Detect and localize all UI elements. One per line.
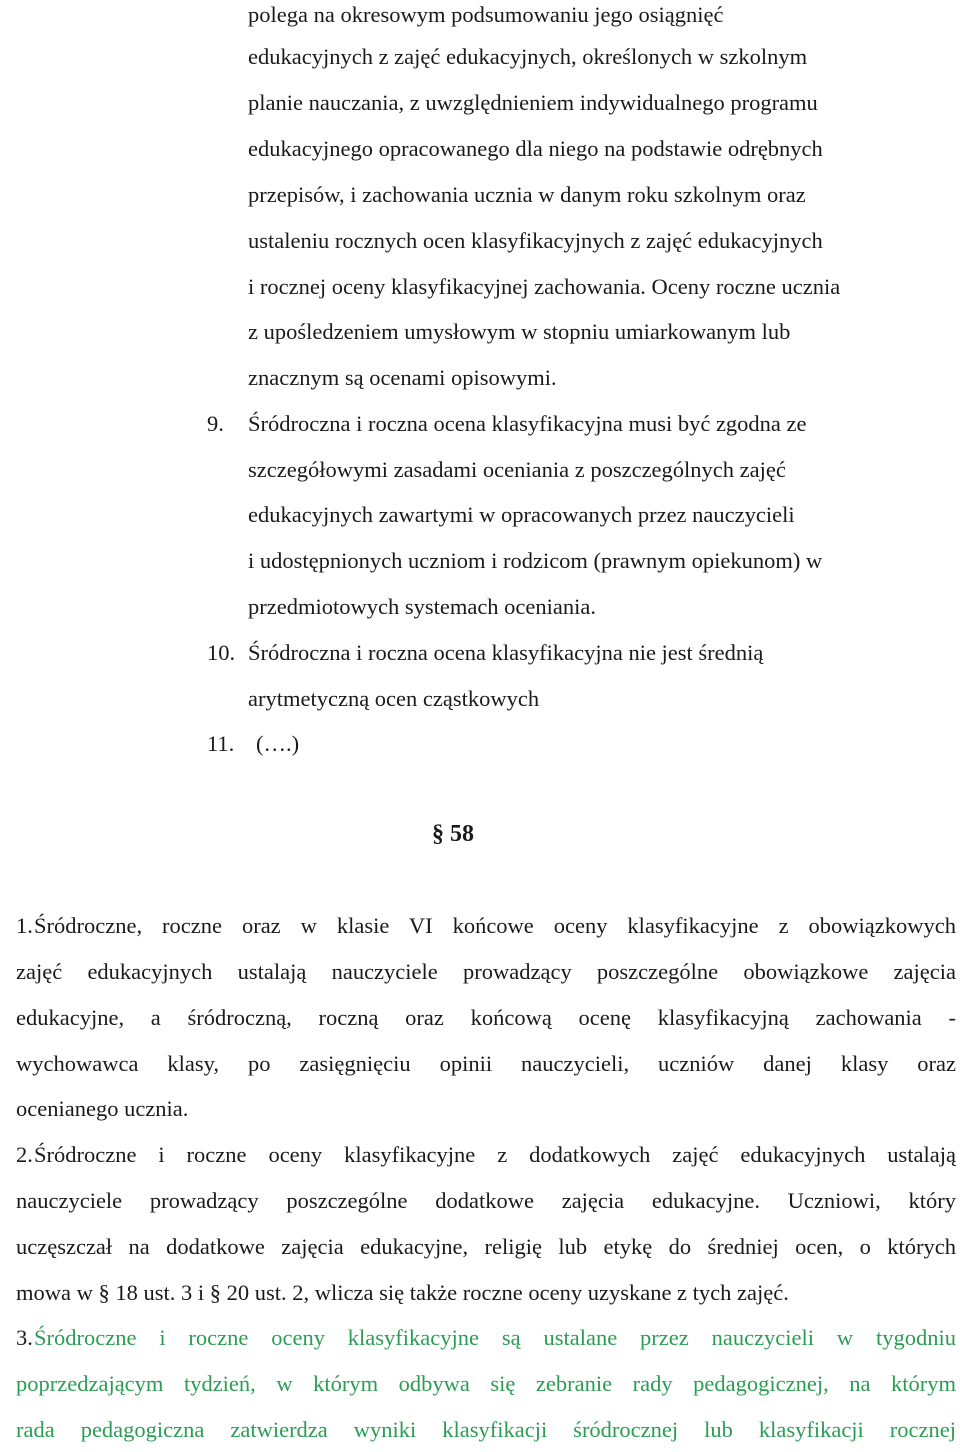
text-line: i rocznej oceny klasyfikacyjnej zachowania. Oceny roczne ucznia — [248, 274, 841, 299]
text-line: nauczyciele prowadzący poszczególne dodatkowe zajęcia edukacyjne. Uczniowi, który — [16, 1188, 956, 1213]
text-line: Śródroczne i roczne oceny klasyfikacyjne z dodatkowych zajęć edukacyjnych ustalają — [34, 1142, 956, 1167]
text-line: z upośledzeniem umysłowym w stopniu umiarkowanym lub — [248, 319, 791, 344]
text-line: przedmiotowych systemach oceniania. — [248, 594, 597, 619]
text-line: edukacyjne, a śródroczną, roczną oraz końcową ocenę klasyfikacyjną zachowania - — [16, 1005, 956, 1030]
text-line: Śródroczne i roczne oceny klasyfikacyjne są ustalane przez nauczycieli w tygodniu — [34, 1325, 956, 1350]
list-number: 9. — [207, 411, 224, 436]
paragraph-number: 2. — [16, 1142, 33, 1167]
list-number: 10. — [207, 640, 236, 665]
text-line: zajęć edukacyjnych ustalają nauczyciele prowadzący poszczególne obowiązkowe zajęcia — [16, 959, 956, 984]
text-line: edukacyjnych zawartymi w opracowanych przez nauczycieli — [248, 502, 795, 527]
text-line: i udostępnionych uczniom i rodzicom (prawnym opiekunom) w — [248, 548, 823, 573]
text-line: uczęszczał na dodatkowe zajęcia edukacyjne, religię lub etykę do średniej ocen, o których — [16, 1234, 956, 1259]
text-line: arytmetyczną ocen cząstkowych — [248, 686, 540, 711]
text-line: ustaleniu rocznych ocen klasyfikacyjnych z zajęć edukacyjnych — [248, 228, 823, 253]
text-line: planie nauczania, z uwzględnieniem indywidualnego programu — [248, 90, 818, 115]
text-line: rada pedagogiczna zatwierdza wyniki klasyfikacji śródrocznej lub klasyfikacji rocznej — [16, 1417, 956, 1442]
text-line: polega na okresowym podsumowaniu jego osiągnięć — [248, 2, 724, 27]
text-line: (….) — [256, 731, 300, 756]
text-line: edukacyjnego opracowanego dla niego na podstawie odrębnych — [248, 136, 823, 161]
text-line: edukacyjnych z zajęć edukacyjnych, określonych w szkolnym — [248, 44, 808, 69]
text-line: przepisów, i zachowania ucznia w danym roku szkolnym oraz — [248, 182, 806, 207]
section-heading: § 58 — [432, 821, 474, 847]
text-line: szczegółowymi zasadami oceniania z poszczególnych zajęć — [248, 457, 786, 482]
paragraph-number: 3. — [16, 1325, 33, 1350]
text-line: Śródroczne, roczne oraz w klasie VI końcowe oceny klasyfikacyjne z obowiązkowych — [34, 913, 956, 938]
text-line: poprzedzającym tydzień, w którym odbywa się zebranie rady pedagogicznej, na którym — [16, 1371, 956, 1396]
text-line: wychowawca klasy, po zasięgnięciu opinii nauczycieli, uczniów danej klasy oraz — [16, 1051, 956, 1076]
list-number: 11. — [207, 731, 235, 756]
text-line: Śródroczna i roczna ocena klasyfikacyjna nie jest średnią — [248, 640, 764, 665]
text-line: ocenianego ucznia. — [16, 1096, 189, 1121]
text-line: znacznym są ocenami opisowymi. — [248, 365, 557, 390]
text-line: mowa w § 18 ust. 3 i § 20 ust. 2, wlicza się także roczne oceny uzyskane z tych zajęć. — [16, 1280, 789, 1305]
text-line: Śródroczna i roczna ocena klasyfikacyjna musi być zgodna ze — [248, 411, 807, 436]
paragraph-number: 1. — [16, 913, 33, 938]
